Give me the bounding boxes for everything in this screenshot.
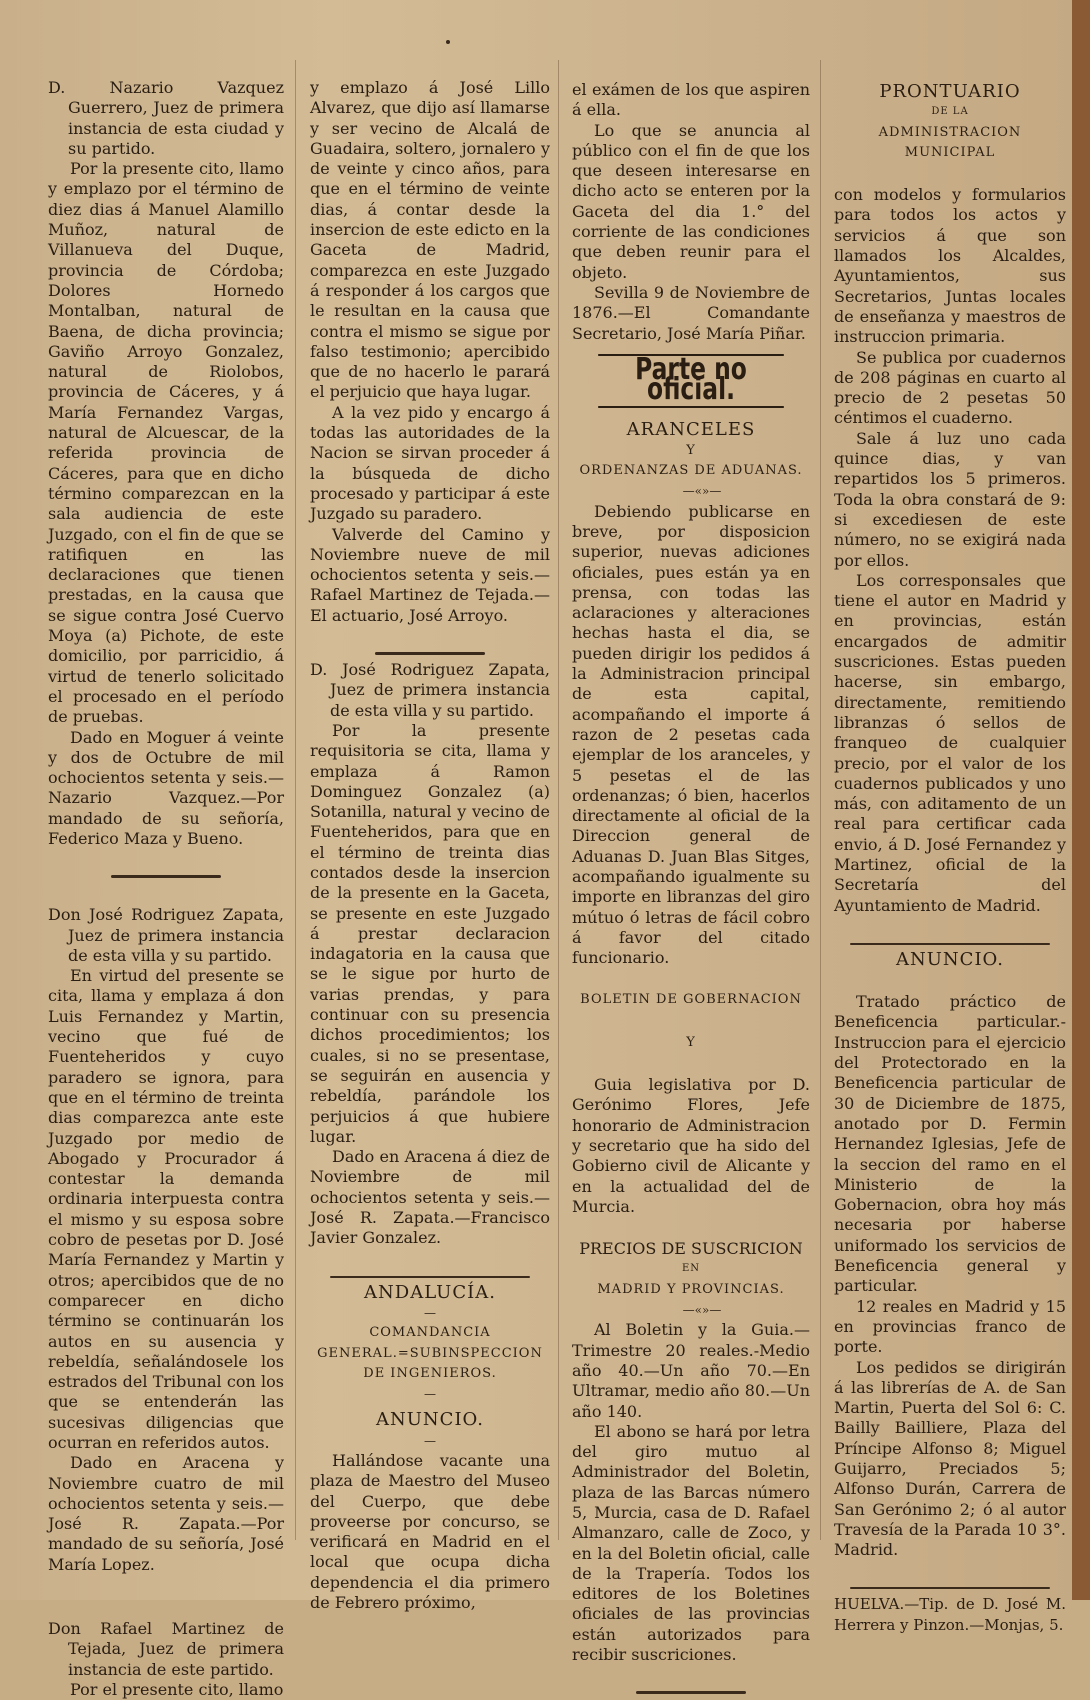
section-heading: ARANCELES: [626, 419, 756, 441]
section-ornament: [48, 863, 284, 869]
section-heading-y: Y: [686, 1034, 696, 1050]
column-rule: [820, 60, 821, 1540]
edict-body: Por el presente cito, llamo: [70, 1679, 284, 1699]
section-dash: —«»—: [682, 1303, 722, 1318]
section-subheading: ADMINISTRACION MUNICIPAL: [878, 124, 1022, 160]
section-dash: —«»—: [682, 484, 722, 499]
edict-signature: Valverde del Camino y Noviembre nueve de mil ochocientos setenta y seis.—Rafael Martinez de Tejada.—El actuario, José Arroyo.: [310, 524, 550, 625]
column-2: y emplazo á José Lillo Alvarez, que dijo así llamarse y ser vecino de Alcalá de Guadaira, soltero, jornalero y de veinte y cinco años, para que en el término de veinte dias, á contar desde la insercion de este edicto en la Gaceta de Madrid, comparezca en este Juzgado á responder á los cargos que le resultan en la causa que contra el mismo se sigue por falso testimonio; apercibido que de no hacerlo le parará el perjuicio que haya lugar. A la vez pido y encargo á todas las autoridades de la Nacion se sirvan proceder á la búsqueda de dicho procesado y participar á este Juzgado su paradero. Valverde del Camino y Noviembre nueve de mil ochocientos setenta y seis.—Rafael Martinez de Tejada.—El actuario, José Arroyo. D. José Rodriguez Zapata, Juez de primera instancia de esta villa y su partido. Por la presente requisitoria se cita, llama y emplaza á Ramon Dominguez Gonzalez (a) Sotanilla, natural y vecino de Fuenteheridos, para que en el término de treinta dias contados desde la insercion de la presente en la Gaceta, se presente en este Juzgado á prestar declaracion indagatoria en la causa que se le sigue por hurto de varias prendas, y para continuar con su presencia dichos procedimientos; los cuales, si no se presentase, se seguirán en ausencia y rebeldía, parándole los perjuicios á que hubiere lugar. Dado en Aracena á diez de Noviembre de mil ochocientos setenta y seis.—José R. Zapata.—Francisco Javier Gonzalez. ANDALUCÍA. — COMANDANCIA GENERAL.=SUBINSPECCION DE INGENIEROS. — ANUNCIO. — Hallándose vacante una plaza de Maestro del Museo del Cuerpo, que debe proveerse por concurso, se verificará en Madrid en el local que ocupa dicha dependencia el dia primero de Febrero próximo,: [310, 78, 550, 1613]
column-4: [834, 76, 1066, 1636]
edict-body: y emplazo á José Lillo Alvarez, que dijo así llamarse y ser vecino de Alcalá de Guadaira, soltero, jornalero y de veinte y cinco años, para que en el término de veinte dias, á contar desde la insercion de este edicto en la Gaceta de Madrid, comparezca en este Juzgado á responder á los cargos que le resultan en la causa que contra el mismo se sigue por falso testimonio; apercibido que de no hacerlo le parará el perjuicio que haya lugar.: [310, 78, 550, 402]
prontuario-body: Los corresponsales que tiene el autor en Madrid y en provincias, están encargados de admitir suscriciones. Estas pueden hacerse, sin embargo, directamente, remitiendo libranzas ó sellos de franqueo de cualquier precio, por el valor de los cuadernos publicados y uno más, con aditamento de un real para certificar cada envio, á D. José Fernandez y Martinez, oficial de la Secretaría del Ayuntamiento de Madrid.: [834, 570, 1066, 915]
page-edge: [1072, 0, 1090, 1600]
section-ornament: [572, 1679, 810, 1685]
prontuario-body: con modelos y formularios para todos los actos y servicios á que son llamados los Alcaldes, Ayuntamientos, sus Secretarios, Juntas locales de enseñanza y maestros de instruccion primaria.: [834, 185, 1066, 347]
print-mark: [446, 40, 450, 44]
section-heading-y: Y: [686, 442, 696, 458]
section-heading: BOLETIN DE GOBERNACION: [580, 992, 802, 1008]
printer-imprint: HUELVA.—Tip. de D. José M. Herrera y Pinzon.—Monjas, 5.: [834, 1595, 1066, 1635]
section-heading: ORDENANZAS DE ADUANAS.: [579, 463, 803, 479]
aranceles-body: Debiendo publicarse en breve, por disposicion superior, nuevas adiciones oficiales, pues están ya en prensa, con todas las aclaraciones y alteraciones hechas hasta el dia, se pueden dirigir los pedidos á la Administracion principal de esta capital, acompañando el importe á razon de 2 pesetas cada ejemplar de los aranceles, y 5 pesetas el de las ordenanzas; ó bien, hacerlos directamente al oficial de la Direccion general de Aduanas D. Juan Blas Sitges, acompañando igualmente su importe en libranzas del giro mútuo ó letras de fácil cobro á favor del citado funcionario.: [572, 501, 810, 968]
prontuario-body: Sale á luz uno cada quince dias, y van repartidos los 5 primeros. Toda la obra constará de 9: si excediesen de este número, no se exigirá nada por ellos.: [834, 428, 1066, 570]
section-heading: MADRID Y PROVINCIAS.: [597, 1281, 785, 1297]
edict-body: Por la presente cito, llamo y emplazo por el término de diez dias á Manuel Alamillo Muñoz, natural de Villanueva del Duque, provincia de Córdoba; Dolores Hornedo Montalban, natural de Baena, de dicha provincia; Gaviño Arroyo Gonzalez, natural de Riolobos, provincia de Cáceres, y á María Fernandez Vargas, natural de Alcuescar, de la referida provincia de Cáceres, para que en dicho término comparezcan en la sala audiencia de este Juzgado, con el fin de que se ratifiquen en las declaraciones que tienen prestadas, en la causa que se sigue contra José Cuervo Moya (a) Pichote, de este domicilio, por parricidio, á virtud de tenerlo solicitado el procesado en el período de pruebas.: [48, 159, 284, 727]
boletin-body: Guia legislativa por D. Gerónimo Flores, Jefe honorario de Administracion y secretario que ha sido del Gobierno civil de Alicante y en la actualidad del de Murcia.: [572, 1075, 810, 1216]
precios-body: Al Boletin y la Guia.—Trimestre 20 reales.-Medio año 40.—Un año 70.—En Ultramar, medio año 80.—Un año 140.: [572, 1320, 810, 1421]
edict-signature: Dado en Aracena y Noviembre cuatro de mil ochocientos setenta y seis.—José R. Zapata.—Por mandado de su señoría, José María Lopez.: [48, 1453, 284, 1574]
parte-no-oficial-title: Parte no oficial.: [598, 354, 784, 409]
column-rule: [295, 60, 296, 1540]
anuncio-body: el exámen de los que aspiren á ella.: [572, 80, 810, 120]
section-heading: PRONTUARIO: [879, 81, 1021, 102]
section-subheading: COMANDANCIA GENERAL.=SUBINSPECCION DE INGENIEROS.: [317, 1325, 543, 1381]
section-heading-en: EN: [681, 1263, 701, 1275]
edict-heading: Don José Rodriguez Zapata, Juez de primera instancia de esta villa y su partido.: [48, 905, 284, 965]
anuncio-body: Tratado práctico de Beneficencia particular.-Instruccion para el ejercicio del Protectorado en la Beneficencia particular de 30 de Diciembre de 1875, anotado por D. Fermin Hernandez Iglesias, Jefe de la seccion del ramo en el Ministerio de la Gobernacion, obra hoy más necesaria por haberse uniformado los servicios de Beneficencia general y particular.: [834, 992, 1066, 1296]
anuncio-heading: ANUNCIO.: [376, 1409, 484, 1431]
section-heading: ANDALUCÍA.: [364, 1281, 496, 1303]
anuncio-heading: ANUNCIO.: [896, 948, 1004, 970]
edict-body: A la vez pido y encargo á todas las autoridades de la Nacion se sirvan proceder á la búsqueda de dicho procesado y participar á este Juzgado su paradero.: [310, 402, 550, 524]
column-1: [48, 78, 284, 1700]
edict-signature: Dado en Moguer á veinte y dos de Octubre de mil ochocientos setenta y seis.—Nazario Vazquez.—Por mandado de su señoría, Federico Maza y Bueno.: [48, 727, 284, 848]
section-ornament: [310, 1263, 550, 1269]
section-heading: PRECIOS DE SUSCRICION: [579, 1239, 803, 1259]
edict-heading: Don Rafael Martinez de Tejada, Juez de primera instancia de este partido.: [48, 1619, 284, 1679]
anuncio-signature: Sevilla 9 de Noviembre de 1876.—El Comandante Secretario, José María Piñar.: [572, 282, 810, 343]
column-3: [572, 80, 810, 1699]
section-heading-de-la: DE LA: [931, 106, 969, 118]
anuncio-body: Los pedidos se dirigirán á las librerías de A. de San Martin, Puerta del Sol 6: C. Bailly Bailliere, Plaza del Príncipe Alfonso 8; Miguel Guijarro, Preciados 5; Alfonso Durán, Carrera de San Gerónimo 2; ó al autor Travesía de la Parada 10 3°. Madrid.: [834, 1357, 1066, 1560]
edict-heading: D. José Rodriguez Zapata, Juez de primera instancia de esta villa y su partido.: [310, 660, 550, 720]
anuncio-body: Hallándose vacante una plaza de Maestro del Museo del Cuerpo, que debe proveerse por concurso, se verificará en Madrid en el local que ocupa dicha dependencia el dia primero de Febrero próximo,: [310, 1451, 550, 1613]
edict-body: Por la presente requisitoria se cita, llama y emplaza á Ramon Dominguez Gonzalez (a) Sotanilla, natural y vecino de Fuenteheridos, para que en el término de treinta dias contados desde la insercion de la presente en la Gaceta, se presente en este Juzgado á prestar declaracion indagatoria en la causa que se le sigue por hurto de varias prendas, y para continuar con su presencia dichos procedimientos; los cuales, si no se presentase, se seguirán en ausencia y rebeldía, parándole los perjuicios á que hubiere lugar.: [310, 720, 550, 1146]
edict-signature: Dado en Aracena á diez de Noviembre de mil ochocientos setenta y seis.—José R. Zapata.—Francisco Javier Gonzalez.: [310, 1147, 550, 1248]
section-ornament: [834, 1574, 1066, 1580]
section-ornament: [834, 930, 1066, 936]
precios-body: El abono se hará por letra del giro mutuo al Administrador del Boletin, plaza de las Barcas número 5, Murcia, casa de D. Rafael Almanzaro, calle de Zoco, y en la del Boletin oficial, calle de la Trapería. Todos los editores de los Boletines oficiales de las provincias están autorizados para recibir suscriciones.: [572, 1421, 810, 1665]
section-ornament: [310, 640, 550, 646]
anuncio-body: 12 reales en Madrid y 15 en provincias franco de porte.: [834, 1296, 1066, 1357]
column-rule: [558, 60, 559, 1540]
prontuario-body: Se publica por cuadernos de 208 páginas en cuarto al precio de 2 pesetas 50 céntimos el cuaderno.: [834, 347, 1066, 428]
anuncio-body: Lo que se anuncia al público con el fin de que los que deseen interesarse en dicho acto se enteren por la Gaceta del dia 1.° del corriente de las condiciones que deben reunir para el objeto.: [572, 120, 810, 282]
edict-heading: D. Nazario Vazquez Guerrero, Juez de primera instancia de esta ciudad y su partido.: [48, 78, 284, 158]
edict-body: En virtud del presente se cita, llama y emplaza á don Luis Fernandez y Martin, vecino que fué de Fuenteheridos y cuyo paradero se ignora, para que en el término de treinta dias comparezca ante este Juzgado por medio de Abogado y Procurador á contestar la demanda ordinaria interpuesta contra el mismo y su esposa sobre cobro de pesetas por D. José María Fernandez y Martin y otros; apercibidos que de no comparecer en dicho término se continuarán los autos en su ausencia y rebeldía, señalándosele los estrados del Tribunal con los que se entenderán las sucesivas diligencias que ocurran en referidos autos.: [48, 966, 284, 1452]
